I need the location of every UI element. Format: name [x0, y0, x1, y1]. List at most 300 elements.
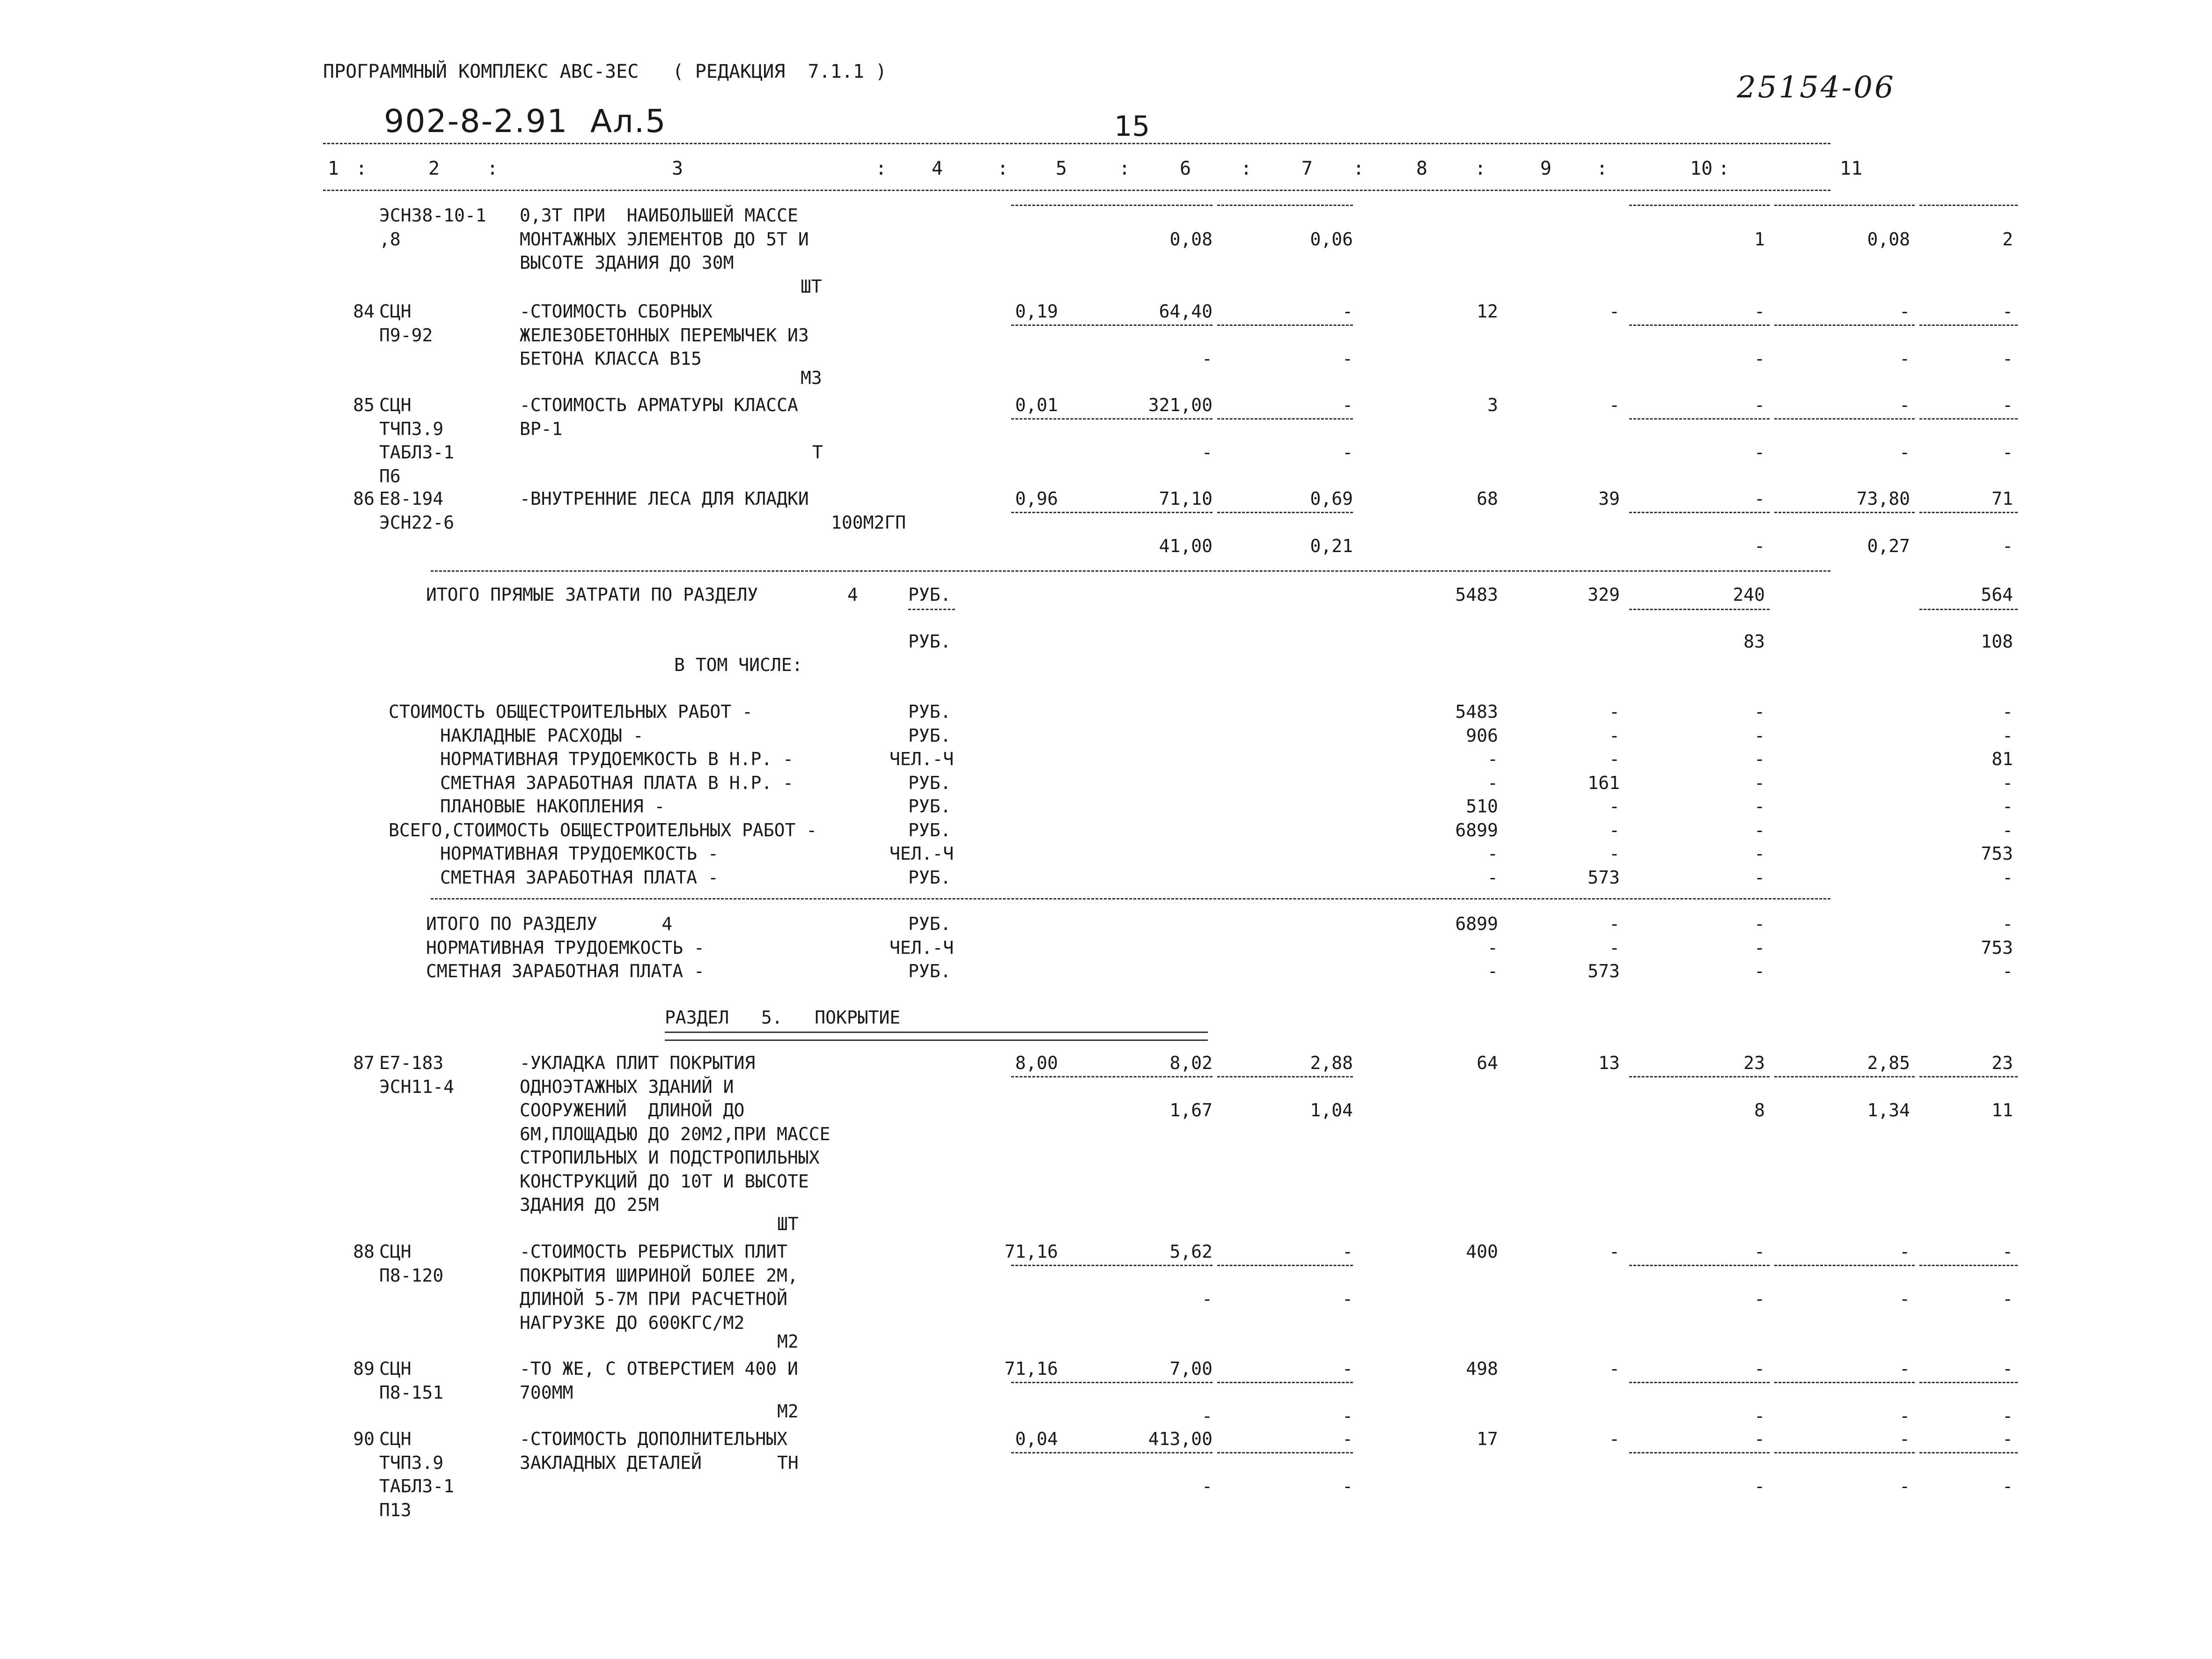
value-c8: -	[1609, 914, 1620, 934]
table-line	[323, 936, 2013, 959]
table-line	[323, 1498, 1826, 1522]
unit-of-measure: М3	[801, 367, 822, 388]
table-line	[323, 1330, 1826, 1353]
value-divider	[1629, 512, 1770, 513]
table-line	[323, 653, 1826, 677]
value-c11: -	[2002, 1406, 2013, 1426]
value-c7: 3	[1487, 395, 1498, 415]
value-c9: -	[1754, 1289, 1765, 1309]
value-c8: -	[1609, 819, 1620, 841]
value-divider	[908, 609, 955, 610]
row-number: 87	[353, 1053, 375, 1073]
value-c6: -	[1342, 395, 1353, 415]
value-c6: -	[1342, 1358, 1353, 1379]
value-c10: 0,08	[1867, 229, 1910, 250]
item-description: ЖЕЛЕЗОБЕТОННЫХ ПЕРЕМЫЧЕК ИЗ	[520, 324, 809, 346]
value-c9: -	[1754, 395, 1765, 415]
value-c9: -	[1754, 536, 1765, 556]
value-c9: -	[1754, 725, 1765, 746]
column-header-5: 5	[1056, 158, 1067, 179]
item-description: -УКЛАДКА ПЛИТ ПОКРЫТИЯ	[520, 1053, 756, 1073]
value-c11: -	[2002, 961, 2013, 981]
column-separator: :	[1241, 158, 1252, 179]
value-divider	[1011, 418, 1213, 420]
table-line	[323, 795, 2013, 818]
value-c9: -	[1754, 796, 1765, 817]
value-c8: -	[1609, 301, 1620, 322]
item-description: БЕТОНА КЛАССА В15	[520, 348, 702, 369]
item-code: ЭСН22-6	[379, 512, 455, 533]
table-line	[323, 700, 2013, 723]
value-c5: 8,02	[1169, 1053, 1213, 1073]
table-line	[323, 228, 2013, 251]
column-separator: :	[1475, 158, 1486, 179]
column-header-2: 2	[428, 158, 440, 179]
table-line	[323, 1006, 1826, 1029]
value-c11: -	[2002, 348, 2013, 369]
value-c11: -	[2002, 536, 2013, 556]
column-separator: :	[1596, 158, 1608, 179]
breakdown-unit: ЧЕЛ.-Ч	[889, 843, 954, 864]
table-line	[323, 959, 2013, 983]
value-c4: 71,16	[1004, 1358, 1058, 1379]
value-c11: -	[2002, 914, 2013, 934]
unit-of-measure: 100М2ГП	[831, 512, 906, 533]
item-code: СЦН	[379, 301, 412, 322]
item-description: -ТО ЖЕ, С ОТВЕРСТИЕМ 400 И	[520, 1358, 798, 1379]
item-code: СЦН	[379, 395, 412, 415]
value-c5: -	[1202, 1476, 1213, 1497]
item-description: ЗАКЛАДНЫХ ДЕТАЛЕЙ	[520, 1452, 702, 1473]
value-c6: 0,21	[1310, 536, 1353, 556]
item-description: -СТОИМОСТЬ ДОПОЛНИТЕЛЬНЫХ	[520, 1429, 787, 1449]
section-title: РАЗДЕЛ 5. ПОКРЫТИЕ	[665, 1007, 901, 1028]
unit-of-measure: ШТ	[777, 1213, 799, 1234]
item-code: П9-92	[379, 324, 433, 346]
item-code: Е8-194	[379, 488, 444, 509]
value-c10: -	[1899, 442, 1910, 463]
value-c6: -	[1342, 1406, 1353, 1426]
value-c10: -	[1899, 1241, 1910, 1262]
value-divider	[1011, 324, 1213, 326]
totals-unit: РУБ.	[908, 631, 951, 652]
value-divider	[1011, 1076, 1213, 1077]
value-divider	[1919, 512, 2018, 513]
value-c11: 71	[1992, 488, 2013, 509]
page-number: 15	[1114, 110, 1150, 143]
value-divider	[1774, 512, 1915, 513]
value-c6: -	[1342, 442, 1353, 463]
item-code: П8-151	[379, 1382, 444, 1403]
item-code: ТАБЛ3-1	[379, 1476, 455, 1497]
value-c4: 0,01	[1015, 395, 1058, 415]
table-line	[323, 1170, 1826, 1193]
table-line	[323, 912, 2013, 936]
value-c7: -	[1487, 937, 1498, 958]
value-c9: 240	[1733, 584, 1765, 605]
table-line	[323, 583, 2013, 606]
value-c7: 12	[1477, 301, 1498, 322]
table-line	[323, 511, 1826, 534]
column-separator: :	[1119, 158, 1131, 179]
table-line	[323, 842, 2013, 865]
table-line	[323, 1400, 1826, 1423]
item-code: СЦН	[379, 1358, 412, 1379]
column-separator: :	[487, 158, 499, 179]
program-title: ПРОГРАММНЫЙ КОМПЛЕКС АВС-ЗЕС ( РЕДАКЦИЯ 7.1.1 )	[323, 61, 887, 82]
value-c11: -	[2002, 819, 2013, 841]
value-c5: 41,00	[1159, 536, 1213, 556]
value-c4: 8,00	[1015, 1053, 1058, 1073]
value-divider	[1217, 205, 1353, 206]
totals-section: 4	[847, 584, 858, 605]
table-line	[323, 251, 1826, 274]
value-c9: -	[1754, 442, 1765, 463]
value-c5: 5,62	[1169, 1241, 1213, 1262]
breakdown-unit: РУБ.	[908, 867, 951, 888]
document-code: 902-8-2.91 Ал.5	[384, 103, 667, 140]
value-divider	[1629, 205, 1770, 206]
value-c11: -	[2002, 395, 2013, 415]
value-c7: -	[1487, 961, 1498, 981]
table-line	[323, 1075, 1826, 1099]
value-c7: -	[1487, 749, 1498, 769]
value-c4: 0,04	[1015, 1429, 1058, 1449]
value-c8: 573	[1587, 867, 1620, 888]
value-c9: -	[1754, 301, 1765, 322]
item-description: МОНТАЖНЫХ ЭЛЕМЕНТОВ ДО 5Т И	[520, 229, 809, 250]
value-c11: -	[2002, 1476, 2013, 1497]
section-total-label: НОРМАТИВНАЯ ТРУДОЕМКОСТЬ -	[426, 937, 705, 958]
breakdown-label: НАКЛАДНЫЕ РАСХОДЫ -	[440, 725, 644, 746]
value-c9: -	[1754, 348, 1765, 369]
value-c11: -	[2002, 1358, 2013, 1379]
totals-divider	[431, 570, 1830, 572]
value-c11: -	[2002, 1289, 2013, 1309]
value-divider	[1217, 418, 1353, 420]
value-divider	[1774, 205, 1915, 206]
item-description: ВР-1	[520, 418, 563, 439]
table-line	[323, 441, 1826, 464]
value-divider	[1217, 1265, 1353, 1266]
section-title-underline	[665, 1032, 1208, 1041]
value-divider	[1011, 1382, 1213, 1383]
item-code: Е7-183	[379, 1053, 444, 1073]
value-c8: -	[1609, 1241, 1620, 1262]
value-divider	[1629, 324, 1770, 326]
table-line	[323, 393, 2013, 417]
value-divider	[1011, 512, 1213, 513]
unit-of-measure: ТН	[777, 1452, 799, 1473]
item-description: -СТОИМОСТЬ СБОРНЫХ	[520, 301, 713, 322]
item-description: ОДНОЭТАЖНЫХ ЗДАНИЙ И	[520, 1076, 734, 1097]
value-c11: -	[2002, 1429, 2013, 1449]
table-line	[323, 1475, 2013, 1498]
breakdown-label: СМЕТНАЯ ЗАРАБОТНАЯ ПЛАТА В Н.Р. -	[440, 772, 794, 793]
breakdown-label: НОРМАТИВНАЯ ТРУДОЕМКОСТЬ -	[440, 843, 719, 864]
value-c5: -	[1202, 348, 1213, 369]
value-c9: 8	[1754, 1100, 1765, 1121]
value-c8: -	[1609, 1358, 1620, 1379]
value-c4: 0,96	[1015, 488, 1058, 509]
item-code: ТЧП3.9	[379, 1452, 444, 1473]
value-c6: 0,06	[1310, 229, 1353, 250]
value-c9: -	[1754, 1406, 1765, 1426]
value-c7: -	[1487, 843, 1498, 864]
value-c9: -	[1754, 701, 1765, 722]
column-header-10: 10	[1690, 158, 1713, 179]
item-description: 0,3Т ПРИ НАИБОЛЬШЕЙ МАССЕ	[520, 205, 798, 226]
item-description: ВЫСОТЕ ЗДАНИЯ ДО 30М	[520, 252, 734, 273]
table-line	[323, 866, 2013, 889]
value-divider	[1217, 1076, 1353, 1077]
breakdown-divider	[431, 898, 1830, 900]
value-c8: 39	[1598, 488, 1620, 509]
value-c9: -	[1754, 772, 1765, 793]
value-divider	[1919, 324, 2018, 326]
value-divider	[1629, 418, 1770, 420]
totals-label: ИТОГО ПРЯМЫЕ ЗАТРАТИ ПО РАЗДЕЛУ	[426, 584, 758, 605]
value-c9: -	[1754, 1429, 1765, 1449]
item-description: ЗДАНИЯ ДО 25М	[520, 1194, 659, 1215]
value-c8: -	[1609, 796, 1620, 817]
table-line	[323, 366, 1826, 390]
value-c10: -	[1899, 301, 1910, 322]
row-number: 86	[353, 488, 375, 509]
value-divider	[1774, 1265, 1915, 1266]
item-code: ,8	[379, 229, 401, 250]
table-line	[323, 275, 1826, 298]
table-line	[323, 1287, 2013, 1311]
value-c9: -	[1754, 843, 1765, 864]
table-line	[323, 1240, 2013, 1263]
value-c9: -	[1754, 914, 1765, 934]
value-c8: -	[1609, 843, 1620, 864]
value-c10: 73,80	[1856, 488, 1910, 509]
table-line	[323, 1451, 1826, 1475]
value-c11: 108	[1981, 631, 2013, 652]
value-divider	[1919, 1452, 2018, 1453]
item-code: П6	[379, 465, 401, 487]
value-c9: -	[1754, 1476, 1765, 1497]
value-c7: 498	[1466, 1358, 1498, 1379]
item-description: ДЛИНОЙ 5-7М ПРИ РАСЧЕТНОЙ	[520, 1289, 787, 1309]
value-c7: 906	[1466, 725, 1498, 746]
table-line	[323, 1051, 2013, 1075]
table-line	[323, 1122, 1826, 1146]
value-c11: 11	[1992, 1100, 2013, 1121]
item-code: ТЧП3.9	[379, 418, 444, 439]
value-c8: 573	[1587, 961, 1620, 981]
unit-of-measure: М2	[777, 1401, 799, 1422]
row-number: 88	[353, 1241, 375, 1262]
value-divider	[1919, 1382, 2018, 1383]
item-description: 700ММ	[520, 1382, 573, 1403]
breakdown-label: НОРМАТИВНАЯ ТРУДОЕМКОСТЬ В Н.Р. -	[440, 749, 794, 769]
breakdown-unit: РУБ.	[908, 772, 951, 793]
unit-of-measure: Т	[812, 442, 823, 463]
column-header-6: 6	[1180, 158, 1191, 179]
value-c9: -	[1754, 961, 1765, 981]
value-c6: -	[1342, 1429, 1353, 1449]
value-c7: -	[1487, 867, 1498, 888]
breakdown-unit: РУБ.	[908, 701, 951, 722]
column-header-divider	[323, 190, 1830, 191]
item-code: П13	[379, 1499, 412, 1520]
value-c11: -	[2002, 725, 2013, 746]
value-c9: 1	[1754, 229, 1765, 250]
value-c8: 13	[1598, 1053, 1620, 1073]
value-c5: 64,40	[1159, 301, 1213, 322]
value-divider	[1919, 1076, 2018, 1077]
value-c6: 0,69	[1310, 488, 1353, 509]
table-line	[323, 534, 2013, 558]
value-c11: -	[2002, 1241, 2013, 1262]
breakdown-label: ПЛАНОВЫЕ НАКОПЛЕНИЯ -	[440, 796, 665, 817]
breakdown-label: ВСЕГО,СТОИМОСТЬ ОБЩЕСТРОИТЕЛЬНЫХ РАБОТ -	[389, 819, 817, 841]
value-divider	[1011, 1452, 1213, 1453]
table-line	[323, 724, 2013, 747]
breakdown-unit: РУБ.	[908, 819, 951, 841]
value-c7: -	[1487, 772, 1498, 793]
value-divider	[1919, 205, 2018, 206]
value-divider	[1629, 609, 1770, 610]
value-c9: -	[1754, 819, 1765, 841]
item-description: -СТОИМОСТЬ РЕБРИСТЫХ ПЛИТ	[520, 1241, 787, 1262]
breakdown-label: СТОИМОСТЬ ОБЩЕСТРОИТЕЛЬНЫХ РАБОТ -	[389, 701, 753, 722]
row-number: 85	[353, 395, 375, 415]
value-c8: -	[1609, 937, 1620, 958]
table-line	[323, 818, 2013, 842]
value-c11: 753	[1981, 843, 2013, 864]
item-description: НАГРУЗКЕ ДО 600КГС/М2	[520, 1312, 745, 1333]
value-c9: -	[1754, 749, 1765, 769]
table-line	[323, 630, 2013, 653]
item-description: 6М,ПЛОЩАДЬЮ ДО 20М2,ПРИ МАССЕ	[520, 1123, 830, 1144]
row-number: 89	[353, 1358, 375, 1379]
value-c7: 5483	[1455, 701, 1498, 722]
value-c6: 1,04	[1310, 1100, 1353, 1121]
value-c6: 2,88	[1310, 1053, 1353, 1073]
unit-of-measure: ШТ	[801, 276, 822, 297]
header-divider	[323, 143, 1830, 144]
value-c11: 564	[1981, 584, 2013, 605]
column-header-11: 11	[1840, 158, 1863, 179]
value-divider	[1919, 418, 2018, 420]
value-c10: -	[1899, 395, 1910, 415]
value-c4: 0,19	[1015, 301, 1058, 322]
totals-unit: РУБ.	[908, 584, 951, 605]
breakdown-unit: ЧЕЛ.-Ч	[889, 749, 954, 769]
value-c5: 0,08	[1169, 229, 1213, 250]
value-c7: 6899	[1455, 819, 1498, 841]
section-total-unit: РУБ.	[908, 961, 951, 981]
value-c11: -	[2002, 772, 2013, 793]
value-divider	[1217, 512, 1353, 513]
table-line	[323, 1146, 1826, 1169]
value-divider	[1217, 324, 1353, 326]
table-line	[323, 300, 2013, 323]
column-separator: :	[875, 158, 887, 179]
item-code: П8-120	[379, 1265, 444, 1286]
breakdown-label: СМЕТНАЯ ЗАРАБОТНАЯ ПЛАТА -	[440, 867, 719, 888]
item-description: -СТОИМОСТЬ АРМАТУРЫ КЛАССА	[520, 395, 798, 415]
value-c11: 2	[2002, 229, 2013, 250]
value-divider	[1919, 609, 2018, 610]
value-c7: 64	[1477, 1053, 1498, 1073]
item-description: СООРУЖЕНИЙ ДЛИНОЙ ДО	[520, 1100, 745, 1121]
value-c6: -	[1342, 301, 1353, 322]
column-separator: :	[997, 158, 1009, 179]
value-c8: -	[1609, 749, 1620, 769]
value-c6: -	[1342, 1476, 1353, 1497]
archive-number: 25154-06	[1737, 70, 1896, 105]
table-line	[323, 487, 2013, 510]
value-c10: 2,85	[1867, 1053, 1910, 1073]
row-number: 84	[353, 301, 375, 322]
value-c5: 413,00	[1148, 1429, 1213, 1449]
value-divider	[1011, 205, 1213, 206]
value-c8: -	[1609, 725, 1620, 746]
table-line	[323, 204, 1826, 227]
value-c11: 81	[1992, 749, 2013, 769]
value-divider	[1217, 1382, 1353, 1383]
table-line	[323, 465, 1826, 488]
value-c8: -	[1609, 701, 1620, 722]
unit-of-measure: М2	[777, 1331, 799, 1352]
value-c9: -	[1754, 867, 1765, 888]
breakdown-unit: РУБ.	[908, 796, 951, 817]
item-code: ЭСН38-10-1	[379, 205, 486, 226]
value-divider	[1011, 1265, 1213, 1266]
value-c8: -	[1609, 395, 1620, 415]
section-total-unit: ЧЕЛ.-Ч	[889, 937, 954, 958]
value-c9: 23	[1743, 1053, 1765, 1073]
value-c11: -	[2002, 442, 2013, 463]
section-total-unit: РУБ.	[908, 914, 951, 934]
column-header-9: 9	[1540, 158, 1552, 179]
section-total-label: СМЕТНАЯ ЗАРАБОТНАЯ ПЛАТА -	[426, 961, 705, 981]
table-line	[323, 1099, 2013, 1122]
value-c10: -	[1899, 1476, 1910, 1497]
value-c11: 753	[1981, 937, 2013, 958]
value-c4: 71,16	[1004, 1241, 1058, 1262]
item-code: ТАБЛ3-1	[379, 442, 455, 463]
value-c8: 161	[1587, 772, 1620, 793]
value-c6: -	[1342, 1289, 1353, 1309]
table-line	[323, 747, 2013, 771]
table-line	[323, 1264, 1826, 1287]
item-code: СЦН	[379, 1429, 412, 1449]
value-c5: 71,10	[1159, 488, 1213, 509]
value-c9: -	[1754, 1358, 1765, 1379]
item-description: КОНСТРУКЦИЙ ДО 10Т И ВЫСОТЕ	[520, 1171, 809, 1192]
value-divider	[1774, 324, 1915, 326]
value-c10: -	[1899, 1289, 1910, 1309]
value-divider	[1774, 1076, 1915, 1077]
value-divider	[1774, 1452, 1915, 1453]
value-c10: -	[1899, 1406, 1910, 1426]
column-header-1: 1	[328, 158, 339, 179]
table-line	[323, 1212, 1826, 1236]
column-separator: :	[356, 158, 367, 179]
value-c5: -	[1202, 1406, 1213, 1426]
value-c5: -	[1202, 442, 1213, 463]
value-c10: 1,34	[1867, 1100, 1910, 1121]
value-c7: 17	[1477, 1429, 1498, 1449]
column-header-row	[323, 155, 1863, 183]
value-c11: -	[2002, 796, 2013, 817]
